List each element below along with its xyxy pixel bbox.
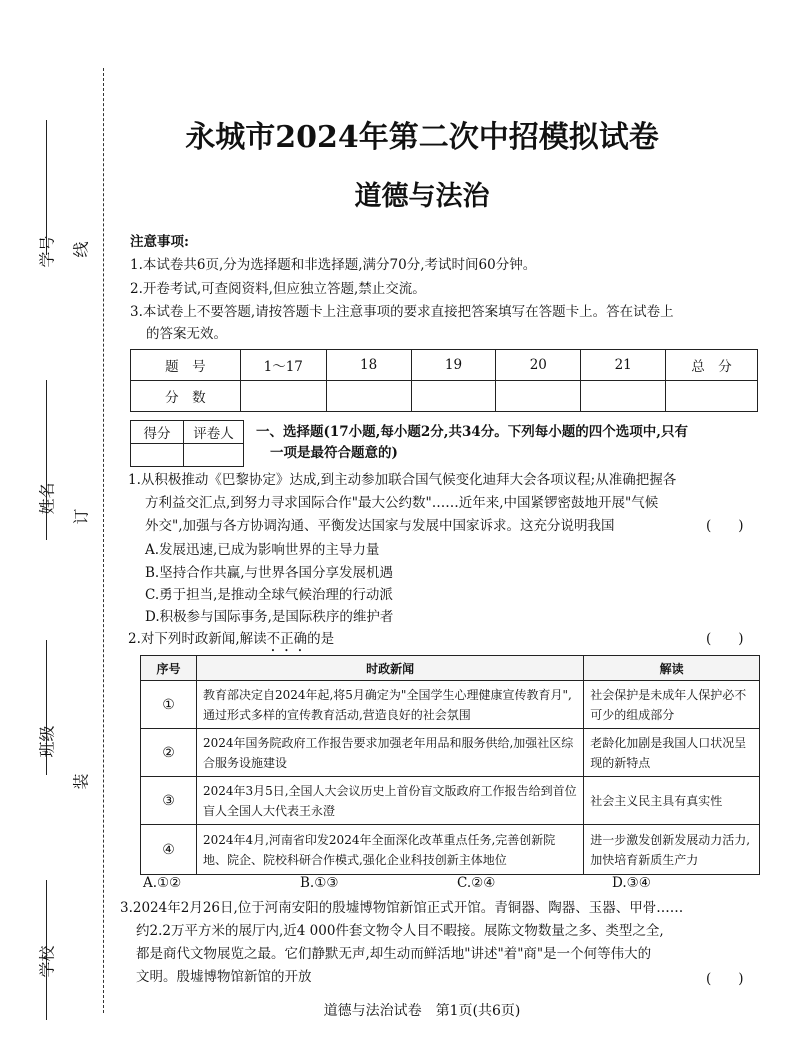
news-row-no: ②	[141, 729, 197, 777]
notice-item: 3.本试卷上不要答题,请按答题卡上注意事项的要求直接把答案填写在答题卡上。答在试卷上	[130, 304, 674, 320]
answer-bracket: ( )	[706, 518, 744, 534]
q3-stem: 文明。殷墟博物馆新馆的开放	[136, 969, 312, 985]
q3-stem: 3.2024年2月26日,位于河南安阳的殷墟博物馆新馆正式开馆。青铜器、陶器、玉器、甲骨……	[120, 900, 684, 916]
news-row-no: ①	[141, 681, 197, 729]
section-heading-cont: 一项是最符合题意的)	[270, 445, 398, 461]
score-blank-cell	[240, 381, 326, 412]
q1-option: A.发展迅速,已成为影响世界的主导力量	[145, 542, 380, 558]
q2-stem	[128, 629, 334, 655]
section-heading: 一、选择题(17小题,每小题2分,共34分。下列每小题的四个选项中,只有	[256, 424, 688, 440]
margin-xian-label: 线	[71, 241, 91, 258]
score-header-cell: 21	[581, 350, 666, 381]
news-header-reading: 解读	[584, 656, 760, 681]
grader-blank-cell	[131, 444, 184, 467]
news-header-no: 序号	[141, 656, 197, 681]
q2-stem-prefix: 2.对下列时政新闻,解读	[128, 631, 267, 647]
answer-bracket: ( )	[706, 631, 744, 647]
score-header-cell: 总 分	[666, 350, 758, 381]
news-header-news: 时政新闻	[196, 656, 583, 681]
score-header-cell: 18	[326, 350, 411, 381]
q3-stem: 约2.2万平方米的展厅内,近4 000件套文物令人目不暇接。展陈文物数量之多、类型之全,	[136, 923, 664, 939]
score-row-label: 分 数	[131, 381, 241, 412]
news-row-news: 2024年3月5日,全国人大会议历史上首份盲文版政府工作报告给到首位盲人全国人大代表王永澄	[196, 777, 583, 825]
q1-stem: 外交",加强与各方协调沟通、平衡发达国家与发展中国家诉求。这充分说明我国	[145, 518, 615, 534]
grader-score-label: 得分	[131, 421, 184, 444]
news-row-reading: 社会主义民主具有真实性	[584, 777, 760, 825]
margin-ding-label: 订	[71, 508, 91, 525]
q1-option: B.坚持合作共赢,与世界各国分享发展机遇	[145, 565, 394, 581]
news-row-no: ④	[141, 825, 197, 875]
q2-option: D.③④	[612, 875, 651, 891]
score-header-cell: 19	[411, 350, 496, 381]
page-footer: 道德与法治试卷 第1页(共6页)	[323, 1003, 521, 1019]
score-blank-cell	[666, 381, 758, 412]
score-header-cell: 20	[496, 350, 581, 381]
subject-title: 道德与法治	[354, 181, 490, 212]
q2-option: C.②④	[457, 875, 496, 891]
q1-option: C.勇于担当,是推动全球气候治理的行动派	[145, 587, 393, 603]
answer-bracket: ( )	[706, 971, 744, 987]
q2-stem-emphasis: 不正确	[266, 631, 308, 647]
score-blank-cell	[411, 381, 496, 412]
q1-stem: 1.从积极推动《巴黎协定》达成,到主动参加联合国气候变化迪拜大会各项议程;从准确把握各	[128, 472, 677, 488]
name-label: 姓名	[37, 482, 57, 515]
news-row-news: 2024年4月,河南省印发2024年全面深化改革重点任务,完善创新院地、院企、院校科研合作模式,强化企业科技创新主体地位	[196, 825, 583, 875]
notice-item: 的答案无效。	[146, 326, 227, 342]
news-row-no: ③	[141, 777, 197, 825]
student-id-label: 学号	[37, 235, 57, 268]
school-label: 学校	[37, 945, 57, 978]
margin-zhuang-label: 装	[71, 773, 91, 790]
news-row-reading: 老龄化加剧是我国人口状况呈现的新特点	[584, 729, 760, 777]
class-label: 班级	[37, 725, 57, 758]
q3-stem: 都是商代文物展览之最。它们静默无声,却生动而鲜活地"讲述"着"商"是一个何等伟大的	[136, 946, 652, 962]
exam-title: 永城市2024年第二次中招模拟试卷	[185, 120, 659, 155]
q1-option: D.积极参与国际事务,是国际秩序的维护者	[145, 609, 394, 625]
notice-item: 1.本试卷共6页,分为选择题和非选择题,满分70分,考试时间60分钟。	[130, 257, 537, 273]
score-header-cell: 1～17	[240, 350, 326, 381]
grader-box	[130, 420, 244, 467]
score-blank-cell	[496, 381, 581, 412]
q2-option: B.①③	[300, 875, 339, 891]
news-table	[140, 655, 760, 875]
name-underline	[46, 380, 47, 540]
score-header-cell: 题 号	[131, 350, 241, 381]
q2-stem-suffix: 的是	[307, 631, 335, 647]
news-row-news: 2024年国务院政府工作报告要求加强老年用品和服务供给,加强社区综合服务设施建设	[196, 729, 583, 777]
score-blank-cell	[326, 381, 411, 412]
news-row-reading: 进一步激发创新发展动力活力,加快培育新质生产力	[584, 825, 760, 875]
news-row-reading: 社会保护是未成年人保护必不可少的组成部分	[584, 681, 760, 729]
q2-option: A.①②	[143, 875, 182, 891]
news-row-news: 教育部决定自2024年起,将5月确定为"全国学生心理健康宣传教育月",通过形式多样的宣传教育活动,营造良好的社会氛围	[196, 681, 583, 729]
q1-stem: 方利益交汇点,到努力寻求国际合作"最大公约数"……近年来,中国紧锣密鼓地开展"气候	[145, 495, 659, 511]
notice-item: 2.开卷考试,可查阅资料,但应独立答题,禁止交流。	[130, 281, 426, 297]
grader-blank-cell	[184, 444, 244, 467]
grader-reviewer-label: 评卷人	[184, 421, 244, 444]
notice-heading: 注意事项:	[130, 234, 189, 250]
score-table	[130, 349, 758, 412]
score-blank-cell	[581, 381, 666, 412]
